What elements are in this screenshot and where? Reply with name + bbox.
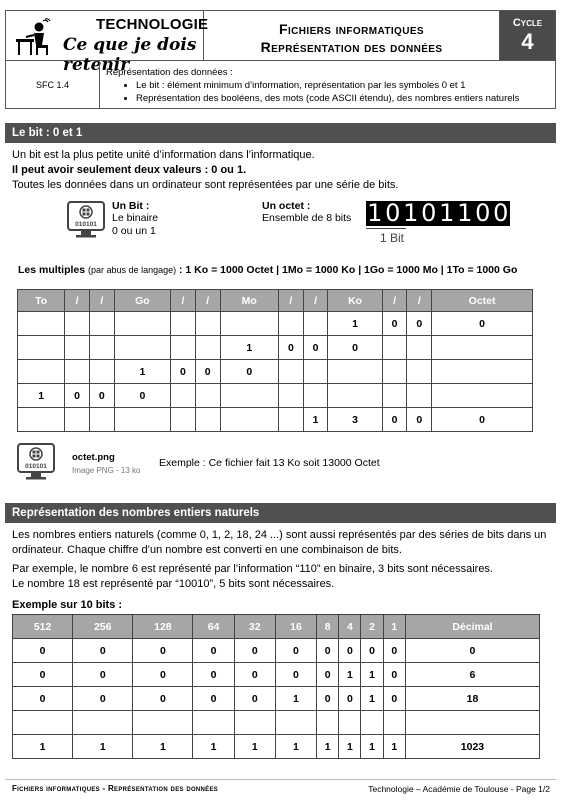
table-cell [279, 408, 304, 432]
column-header: / [407, 290, 432, 312]
table-cell [13, 711, 73, 735]
bit-digit: 1 [403, 199, 419, 227]
table-cell: 1 [18, 384, 65, 408]
table-cell: 1 [73, 735, 133, 759]
table-cell [328, 360, 382, 384]
table-cell [275, 711, 316, 735]
table-cell: 0 [382, 312, 407, 336]
octet-title: Un octet : [262, 200, 311, 212]
table-cell [279, 312, 304, 336]
multiples-label: Les multiples [18, 264, 86, 276]
table-cell: 0 [193, 663, 234, 687]
table-cell: 0 [383, 663, 405, 687]
table-cell: 0 [432, 312, 533, 336]
table-cell [328, 384, 382, 408]
table-row [18, 408, 533, 432]
table-cell: 0 [234, 639, 275, 663]
column-header: 512 [13, 615, 73, 639]
table-cell [407, 384, 432, 408]
table-cell [171, 312, 196, 336]
table-cell: 1 [220, 336, 278, 360]
table-cell: 3 [328, 408, 382, 432]
table-row [13, 639, 540, 663]
header-subject [204, 11, 500, 60]
bit-line-3: Toutes les données dans un ordinateur sont représentées par une série de bits. [12, 179, 399, 191]
bit-digit: 0 [421, 199, 437, 227]
cycle-number: 4 [521, 29, 534, 54]
octet-bits-display [366, 201, 510, 226]
column-header: To [18, 290, 65, 312]
table-cell [89, 408, 114, 432]
table-row [18, 336, 533, 360]
table-cell: 1 [361, 663, 383, 687]
table-cell: 0 [407, 408, 432, 432]
bit-desc-2: 0 ou un 1 [112, 225, 156, 237]
sfc-bullet: • Représentation des booléens, des mots (code ASCII étendu), des nombres entiers naturels [136, 92, 555, 105]
bit-digit: 0 [493, 199, 509, 227]
table-cell: 0 [133, 687, 193, 711]
table-row [13, 735, 540, 759]
table-row [18, 384, 533, 408]
table-cell: 1 [383, 735, 405, 759]
table-cell: 0 [171, 360, 196, 384]
column-header: Ko [328, 290, 382, 312]
table-cell [171, 336, 196, 360]
integers-para-2a: Par exemple, le nombre 6 est représenté par l’information “110” en binaire, 3 bits sont nécessaires. [12, 563, 493, 575]
table-cell [195, 312, 220, 336]
sfc-body [100, 61, 555, 108]
file-computer-icon [17, 442, 55, 482]
page-header [5, 10, 556, 75]
bit-line-2: Il peut avoir seulement deux valeurs : 0 ou 1. [12, 164, 247, 176]
table-row [13, 687, 540, 711]
table-cell [317, 711, 339, 735]
table-cell: 1 [317, 735, 339, 759]
table-cell: 1 [339, 735, 361, 759]
table-cell: 6 [405, 663, 539, 687]
table-cell [171, 408, 196, 432]
column-header: Mo [220, 290, 278, 312]
table-cell [383, 711, 405, 735]
column-header: / [65, 290, 90, 312]
table-cell: 0 [383, 687, 405, 711]
table-cell [18, 312, 65, 336]
column-header: Octet [432, 290, 533, 312]
table-cell: 1 [275, 735, 316, 759]
table-cell: 1 [303, 408, 328, 432]
table-cell [432, 336, 533, 360]
table-cell [65, 336, 90, 360]
table-cell [220, 312, 278, 336]
table-cell [65, 408, 90, 432]
column-header: / [382, 290, 407, 312]
column-header: Go [114, 290, 170, 312]
bit-desc-1: Le binaire [112, 212, 159, 224]
multiples-note: (par abus de langage) [88, 265, 177, 275]
table-cell: 0 [89, 384, 114, 408]
bit-digit: 1 [439, 199, 455, 227]
table-cell [65, 312, 90, 336]
table-cell [114, 336, 170, 360]
table-cell [89, 312, 114, 336]
table-cell [382, 336, 407, 360]
table-cell [303, 312, 328, 336]
bits-header-row [13, 615, 540, 639]
table-cell: 0 [303, 336, 328, 360]
cycle-badge [500, 11, 555, 60]
table-cell: 1 [275, 687, 316, 711]
footer-right: Technologie – Académie de Toulouse - Page 1/2 [368, 784, 550, 794]
table-cell: 0 [13, 639, 73, 663]
column-header: / [89, 290, 114, 312]
table-cell [405, 711, 539, 735]
table-cell: 0 [361, 639, 383, 663]
table-cell [195, 384, 220, 408]
table-cell: 0 [279, 336, 304, 360]
table-cell: 0 [13, 663, 73, 687]
table-cell: 0 [383, 639, 405, 663]
table-cell [279, 360, 304, 384]
multiples-values: : 1 Ko = 1000 Octet | 1Mo = 1000 Ko | 1Go = 1000 Mo | 1To = 1000 Go [179, 264, 518, 276]
table-cell [407, 360, 432, 384]
svg-text:010101: 010101 [25, 463, 47, 470]
table-cell [18, 360, 65, 384]
table-cell: 0 [328, 336, 382, 360]
table-cell [234, 711, 275, 735]
table-cell: 0 [73, 687, 133, 711]
table-cell [432, 384, 533, 408]
table-cell: 1 [361, 735, 383, 759]
column-header: 32 [234, 615, 275, 639]
table-cell: 1 [13, 735, 73, 759]
table-cell: 0 [339, 687, 361, 711]
table-cell [114, 408, 170, 432]
subject-line-2: Représentation des données [260, 39, 443, 55]
table-cell [133, 711, 193, 735]
table-cell: 0 [234, 687, 275, 711]
bit-digit: 1 [457, 199, 473, 227]
table-cell: 0 [13, 687, 73, 711]
table-cell: 1 [193, 735, 234, 759]
table-cell [382, 384, 407, 408]
column-header: 8 [317, 615, 339, 639]
table-cell: 0 [195, 360, 220, 384]
multiples-line [18, 263, 517, 278]
table-cell: 0 [407, 312, 432, 336]
table-cell [195, 408, 220, 432]
table-cell: 0 [133, 639, 193, 663]
section-title-integers: Représentation des nombres entiers naturels [5, 503, 556, 523]
units-header-row [18, 290, 533, 312]
header-title-technologie: TECHNOLOGIE [96, 16, 209, 33]
table-cell [114, 312, 170, 336]
bit-digit: 0 [475, 199, 491, 227]
table-cell: 0 [220, 360, 278, 384]
table-cell [65, 360, 90, 384]
table-cell [18, 336, 65, 360]
integers-para-1a: Les nombres entiers naturels (comme 0, 1, 2, 18, 24 ...) sont aussi représentés par des séries de bits dans un [12, 529, 547, 541]
column-header: 2 [361, 615, 383, 639]
table-cell: 1 [339, 663, 361, 687]
column-header: / [195, 290, 220, 312]
table-cell: 0 [317, 687, 339, 711]
table-cell: 1 [133, 735, 193, 759]
table-cell: 0 [193, 639, 234, 663]
table-cell: 1 [234, 735, 275, 759]
table-cell: 0 [317, 639, 339, 663]
table-row [13, 711, 540, 735]
column-header: / [303, 290, 328, 312]
cycle-label: Cycle [512, 17, 543, 29]
bit-digit: 0 [385, 199, 401, 227]
bits-table [12, 614, 540, 759]
bit-caption-line [366, 228, 406, 229]
table-cell: 0 [275, 663, 316, 687]
table-cell: 0 [133, 663, 193, 687]
file-meta: Image PNG - 13 ko [72, 466, 141, 475]
section-title-bit: Le bit : 0 et 1 [5, 123, 556, 143]
header-subtitle: Ce que je dois retenir [63, 35, 197, 75]
table-cell [220, 384, 278, 408]
table-cell: 0 [432, 408, 533, 432]
table-cell [303, 384, 328, 408]
sfc-box [5, 61, 556, 109]
file-example: Exemple : Ce fichier fait 13 Ko soit 13000 Octet [159, 457, 380, 469]
bit-title: Un Bit : [112, 200, 150, 212]
table-cell [73, 711, 133, 735]
column-header: 64 [193, 615, 234, 639]
integers-para-2b: Le nombre 18 est représenté par “10010”, 5 bits sont nécessaires. [12, 578, 335, 590]
table-cell: 0 [193, 687, 234, 711]
table-cell: 0 [382, 408, 407, 432]
table-cell [361, 711, 383, 735]
column-header: / [171, 290, 196, 312]
table-cell: 1 [361, 687, 383, 711]
table-cell [382, 360, 407, 384]
table-cell: 0 [114, 384, 170, 408]
bit-caption: 1 Bit [380, 231, 405, 245]
student-desk-icon [12, 17, 52, 57]
sfc-intro: Représentation des données : [106, 67, 233, 78]
subject-line-1: Fichiers informatiques [279, 21, 424, 37]
table-cell: 0 [317, 663, 339, 687]
table-cell [339, 711, 361, 735]
table-cell [407, 336, 432, 360]
table-cell: 0 [65, 384, 90, 408]
footer-left: Fichiers informatiques - Représentation des données [12, 784, 219, 793]
table-cell: 0 [73, 639, 133, 663]
column-header: Décimal [405, 615, 539, 639]
column-header: / [279, 290, 304, 312]
table-cell [220, 408, 278, 432]
sfc-code: SFC 1.4 [6, 61, 100, 108]
table-row [13, 663, 540, 687]
integers-para-1b: ordinateur. Chaque chiffre d’un nombre est converti en une combinaison de bits. [12, 544, 402, 556]
octet-desc: Ensemble de 8 bits [262, 212, 352, 224]
table-cell [279, 384, 304, 408]
table-row [18, 312, 533, 336]
table-cell: 0 [339, 639, 361, 663]
column-header: 256 [73, 615, 133, 639]
table-cell [195, 336, 220, 360]
table-cell: 0 [405, 639, 539, 663]
table-cell [432, 360, 533, 384]
table-row [18, 360, 533, 384]
bit-digit: 1 [367, 199, 383, 227]
sfc-bullet: • Le bit : élément minimum d’information, représentation par les symboles 0 et 1 [136, 79, 555, 92]
example-title: Exemple sur 10 bits : [12, 599, 123, 611]
table-cell: 1 [114, 360, 170, 384]
table-cell: 1 [328, 312, 382, 336]
table-cell [171, 384, 196, 408]
units-table [17, 289, 533, 432]
footer-divider [5, 779, 556, 780]
table-cell [18, 408, 65, 432]
table-cell: 1023 [405, 735, 539, 759]
table-cell [303, 360, 328, 384]
svg-text:010101: 010101 [75, 221, 97, 228]
column-header: 16 [275, 615, 316, 639]
table-cell: 0 [275, 639, 316, 663]
table-cell: 0 [73, 663, 133, 687]
table-cell: 0 [234, 663, 275, 687]
table-cell [89, 336, 114, 360]
column-header: 128 [133, 615, 193, 639]
column-header: 1 [383, 615, 405, 639]
computer-binary-icon [66, 200, 106, 240]
table-cell [193, 711, 234, 735]
file-name: octet.png [72, 452, 115, 463]
column-header: 4 [339, 615, 361, 639]
table-cell: 18 [405, 687, 539, 711]
table-cell [89, 360, 114, 384]
bit-line-1: Un bit est la plus petite unité d’information dans l’informatique. [12, 149, 315, 161]
